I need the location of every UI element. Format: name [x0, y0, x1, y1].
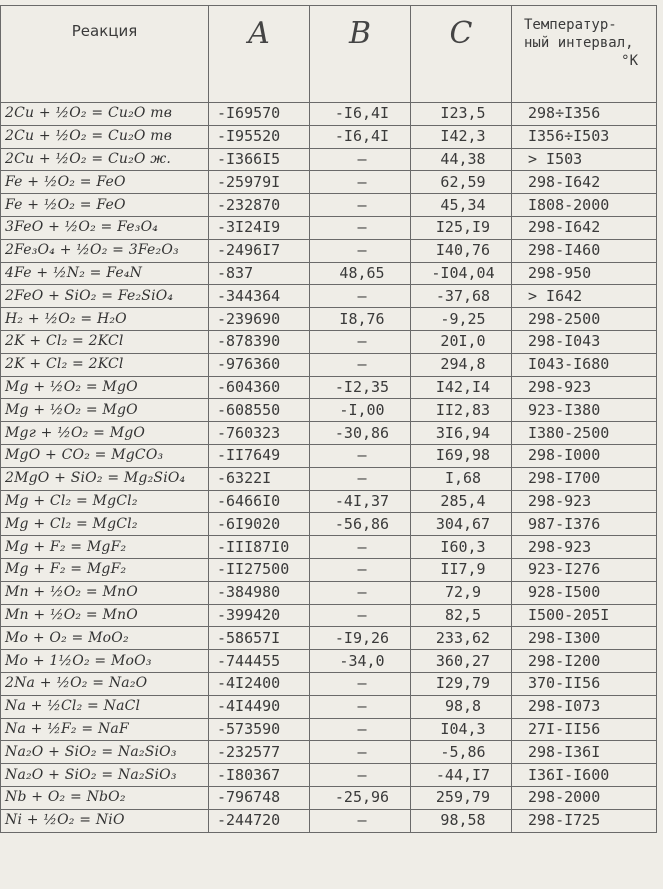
coef-a-cell: -399420	[209, 604, 310, 627]
coef-a-cell: -6466I0	[209, 490, 310, 513]
temp-range-cell: 298-I043	[512, 330, 657, 353]
coef-b-cell: –	[310, 672, 411, 695]
temp-range-cell: 298-I460	[512, 239, 657, 262]
header-temperature	[512, 6, 657, 103]
reaction-cell: Mg + Cl₂ = MgCl₂	[1, 490, 209, 513]
coef-c-cell: I,68	[411, 467, 512, 490]
thermo-table	[0, 5, 657, 833]
coef-b-cell: -25,96	[310, 786, 411, 809]
table-row	[1, 399, 657, 422]
reaction-cell: 2Cu + ½O₂ = Cu₂O ж.	[1, 148, 209, 171]
temp-range-cell: I356÷I503	[512, 125, 657, 148]
coef-c-cell: -9,25	[411, 308, 512, 331]
header-row	[1, 6, 657, 103]
table-row	[1, 285, 657, 308]
temp-range-cell: I36I-I600	[512, 764, 657, 787]
coef-a-cell: -I366I5	[209, 148, 310, 171]
temp-range-cell: 298-I700	[512, 467, 657, 490]
reaction-cell: Mg + Cl₂ = MgCl₂	[1, 513, 209, 536]
reaction-cell: 3FeO + ½O₂ = Fe₃O₄	[1, 216, 209, 239]
reaction-cell: Na₂O + SiO₂ = Na₂SiO₃	[1, 764, 209, 787]
reaction-cell: Mn + ½O₂ = MnO	[1, 581, 209, 604]
coef-a-cell: -573590	[209, 718, 310, 741]
coef-c-cell: -5,86	[411, 741, 512, 764]
temp-range-cell: 298÷I356	[512, 103, 657, 126]
coef-c-cell: 304,67	[411, 513, 512, 536]
table-row	[1, 444, 657, 467]
header-c: C	[411, 6, 512, 103]
reaction-cell: Na + ½F₂ = NaF	[1, 718, 209, 741]
coef-b-cell: -30,86	[310, 422, 411, 445]
temp-range-cell: 298-950	[512, 262, 657, 285]
coef-c-cell: 294,8	[411, 353, 512, 376]
coef-b-cell: –	[310, 444, 411, 467]
coef-c-cell: 62,59	[411, 171, 512, 194]
coef-a-cell: -I69570	[209, 103, 310, 126]
table-row	[1, 422, 657, 445]
reaction-cell: Ni + ½O₂ = NiO	[1, 809, 209, 832]
temp-range-cell: 298-923	[512, 376, 657, 399]
table-row	[1, 650, 657, 673]
coef-c-cell: I04,3	[411, 718, 512, 741]
table-row	[1, 536, 657, 559]
coef-b-cell: -I6,4I	[310, 103, 411, 126]
coef-a-cell: -I80367	[209, 764, 310, 787]
coef-b-cell: -56,86	[310, 513, 411, 536]
coef-c-cell: 44,38	[411, 148, 512, 171]
reaction-cell: 2K + Cl₂ = 2KCl	[1, 353, 209, 376]
table-row	[1, 216, 657, 239]
reaction-cell: Mo + 1½O₂ = MoO₃	[1, 650, 209, 673]
reaction-cell: 4Fe + ½N₂ = Fe₄N	[1, 262, 209, 285]
coef-a-cell: -837	[209, 262, 310, 285]
coef-b-cell: –	[310, 558, 411, 581]
coef-b-cell: –	[310, 536, 411, 559]
coef-b-cell: -4I,37	[310, 490, 411, 513]
coef-c-cell: I69,98	[411, 444, 512, 467]
coef-c-cell: 72,9	[411, 581, 512, 604]
table-row	[1, 718, 657, 741]
table-row	[1, 239, 657, 262]
coef-c-cell: I42,I4	[411, 376, 512, 399]
coef-a-cell: -760323	[209, 422, 310, 445]
coef-a-cell: -344364	[209, 285, 310, 308]
temp-range-cell: 298-I073	[512, 695, 657, 718]
reaction-cell: Na₂O + SiO₂ = Na₂SiO₃	[1, 741, 209, 764]
header-a: A	[209, 6, 310, 103]
coef-b-cell: –	[310, 604, 411, 627]
reaction-cell: Mg + ½O₂ = MgO	[1, 376, 209, 399]
coef-a-cell: -25979I	[209, 171, 310, 194]
reaction-cell: 2Cu + ½O₂ = Cu₂O тв	[1, 125, 209, 148]
coef-a-cell: -4I4490	[209, 695, 310, 718]
coef-a-cell: -976360	[209, 353, 310, 376]
temp-range-cell: > I503	[512, 148, 657, 171]
table-row	[1, 627, 657, 650]
coef-c-cell: 259,79	[411, 786, 512, 809]
temp-range-cell: 298-I200	[512, 650, 657, 673]
temp-range-cell: 298-I000	[512, 444, 657, 467]
table-row	[1, 581, 657, 604]
reaction-cell: 2FeO + SiO₂ = Fe₂SiO₄	[1, 285, 209, 308]
table-row	[1, 330, 657, 353]
table-row	[1, 672, 657, 695]
reaction-cell: 2Na + ½O₂ = Na₂O	[1, 672, 209, 695]
coef-c-cell: I23,5	[411, 103, 512, 126]
coef-c-cell: 233,62	[411, 627, 512, 650]
reaction-cell: Mo + O₂ = MoO₂	[1, 627, 209, 650]
reaction-cell: Nb + O₂ = NbO₂	[1, 786, 209, 809]
coef-c-cell: -37,68	[411, 285, 512, 308]
temp-range-cell: I043-I680	[512, 353, 657, 376]
temp-range-cell: 987-I376	[512, 513, 657, 536]
table-row	[1, 308, 657, 331]
reaction-cell: Mg + F₂ = MgF₂	[1, 558, 209, 581]
coef-b-cell: –	[310, 353, 411, 376]
table-row	[1, 171, 657, 194]
coef-b-cell: –	[310, 330, 411, 353]
temp-range-cell: I808-2000	[512, 194, 657, 217]
coef-a-cell: -II7649	[209, 444, 310, 467]
table-row	[1, 764, 657, 787]
temp-range-cell: 27I-II56	[512, 718, 657, 741]
header-reaction: Реакция	[1, 6, 209, 103]
coef-b-cell: –	[310, 581, 411, 604]
coef-a-cell: -III87I0	[209, 536, 310, 559]
table-row	[1, 604, 657, 627]
table-row	[1, 513, 657, 536]
reaction-cell: 2Fe₃O₄ + ½O₂ = 3Fe₂O₃	[1, 239, 209, 262]
reaction-cell: Na + ½Cl₂ = NaCl	[1, 695, 209, 718]
coef-c-cell: 82,5	[411, 604, 512, 627]
table-body	[1, 103, 657, 833]
coef-c-cell: I25,I9	[411, 216, 512, 239]
table-row	[1, 741, 657, 764]
temp-range-cell: 928-I500	[512, 581, 657, 604]
coef-b-cell: 48,65	[310, 262, 411, 285]
coef-b-cell: –	[310, 216, 411, 239]
reaction-cell: H₂ + ½O₂ = H₂O	[1, 308, 209, 331]
coef-a-cell: -232870	[209, 194, 310, 217]
table-row	[1, 376, 657, 399]
reaction-cell: Fe + ½O₂ = FeO	[1, 171, 209, 194]
table-row	[1, 786, 657, 809]
temp-range-cell: 298-I642	[512, 216, 657, 239]
coef-a-cell: -4I2400	[209, 672, 310, 695]
coef-b-cell: -I6,4I	[310, 125, 411, 148]
reaction-cell: MgO + CO₂ = MgCO₃	[1, 444, 209, 467]
coef-a-cell: -II27500	[209, 558, 310, 581]
table-row	[1, 695, 657, 718]
coef-b-cell: –	[310, 194, 411, 217]
temp-range-cell: 298-923	[512, 490, 657, 513]
coef-c-cell: I40,76	[411, 239, 512, 262]
temp-range-cell: 298-2000	[512, 786, 657, 809]
reaction-cell: Mg + F₂ = MgF₂	[1, 536, 209, 559]
coef-b-cell: –	[310, 741, 411, 764]
coef-a-cell: -608550	[209, 399, 310, 422]
temp-range-cell: 298-923	[512, 536, 657, 559]
coef-a-cell: -2496I7	[209, 239, 310, 262]
coef-a-cell: -244720	[209, 809, 310, 832]
table-row	[1, 467, 657, 490]
coef-b-cell: –	[310, 764, 411, 787]
temp-range-cell: 923-I276	[512, 558, 657, 581]
coef-c-cell: II2,83	[411, 399, 512, 422]
reaction-cell: Mg + ½O₂ = MgO	[1, 399, 209, 422]
header-b: B	[310, 6, 411, 103]
coef-b-cell: –	[310, 467, 411, 490]
coef-c-cell: I29,79	[411, 672, 512, 695]
reaction-cell: Mn + ½O₂ = MnO	[1, 604, 209, 627]
coef-a-cell: -878390	[209, 330, 310, 353]
coef-c-cell: II7,9	[411, 558, 512, 581]
header-temp-line1: Температур-	[524, 17, 617, 33]
coef-a-cell: -604360	[209, 376, 310, 399]
table-row	[1, 125, 657, 148]
coef-c-cell: 45,34	[411, 194, 512, 217]
temp-range-cell: I500-205I	[512, 604, 657, 627]
coef-c-cell: -44,I7	[411, 764, 512, 787]
temp-range-cell: 298-I725	[512, 809, 657, 832]
reaction-cell: Fe + ½O₂ = FeO	[1, 194, 209, 217]
coef-c-cell: 360,27	[411, 650, 512, 673]
temp-range-cell: 298-I36I	[512, 741, 657, 764]
coef-b-cell: –	[310, 285, 411, 308]
coef-b-cell: –	[310, 718, 411, 741]
coef-a-cell: -I95520	[209, 125, 310, 148]
coef-a-cell: -3I24I9	[209, 216, 310, 239]
temp-range-cell: 370-II56	[512, 672, 657, 695]
coef-c-cell: 285,4	[411, 490, 512, 513]
coef-a-cell: -6322I	[209, 467, 310, 490]
coef-c-cell: I42,3	[411, 125, 512, 148]
coef-b-cell: -I2,35	[310, 376, 411, 399]
coef-a-cell: -232577	[209, 741, 310, 764]
coef-b-cell: I8,76	[310, 308, 411, 331]
coef-c-cell: I60,3	[411, 536, 512, 559]
temp-range-cell: 923-I380	[512, 399, 657, 422]
table-row	[1, 809, 657, 832]
coef-c-cell: -I04,04	[411, 262, 512, 285]
temp-range-cell: 298-2500	[512, 308, 657, 331]
temp-range-cell: 298-I300	[512, 627, 657, 650]
table-row	[1, 558, 657, 581]
table-row	[1, 262, 657, 285]
coef-b-cell: –	[310, 148, 411, 171]
temp-range-cell: > I642	[512, 285, 657, 308]
coef-b-cell: -34,0	[310, 650, 411, 673]
coef-a-cell: -58657I	[209, 627, 310, 650]
coef-a-cell: -239690	[209, 308, 310, 331]
table-row	[1, 194, 657, 217]
coef-a-cell: -384980	[209, 581, 310, 604]
table-row	[1, 148, 657, 171]
header-temp-line2: ный интервал,	[524, 35, 634, 51]
coef-c-cell: 98,8	[411, 695, 512, 718]
table-row	[1, 353, 657, 376]
header-temp-line3: °К	[621, 53, 638, 69]
coef-a-cell: -796748	[209, 786, 310, 809]
reaction-cell: 2K + Cl₂ = 2KCl	[1, 330, 209, 353]
coef-c-cell: 3I6,94	[411, 422, 512, 445]
coef-b-cell: –	[310, 171, 411, 194]
temp-range-cell: 298-I642	[512, 171, 657, 194]
reaction-cell: Mgг + ½O₂ = MgO	[1, 422, 209, 445]
reaction-cell: 2Cu + ½O₂ = Cu₂O тв	[1, 103, 209, 126]
table-row	[1, 490, 657, 513]
coef-b-cell: -I,00	[310, 399, 411, 422]
coef-b-cell: -I9,26	[310, 627, 411, 650]
temp-range-cell: I380-2500	[512, 422, 657, 445]
reaction-cell: 2MgO + SiO₂ = Mg₂SiO₄	[1, 467, 209, 490]
coef-a-cell: -744455	[209, 650, 310, 673]
coef-b-cell: –	[310, 695, 411, 718]
coef-a-cell: -6I9020	[209, 513, 310, 536]
table-row	[1, 103, 657, 126]
coef-b-cell: –	[310, 239, 411, 262]
coef-b-cell: –	[310, 809, 411, 832]
coef-c-cell: 20I,0	[411, 330, 512, 353]
coef-c-cell: 98,58	[411, 809, 512, 832]
